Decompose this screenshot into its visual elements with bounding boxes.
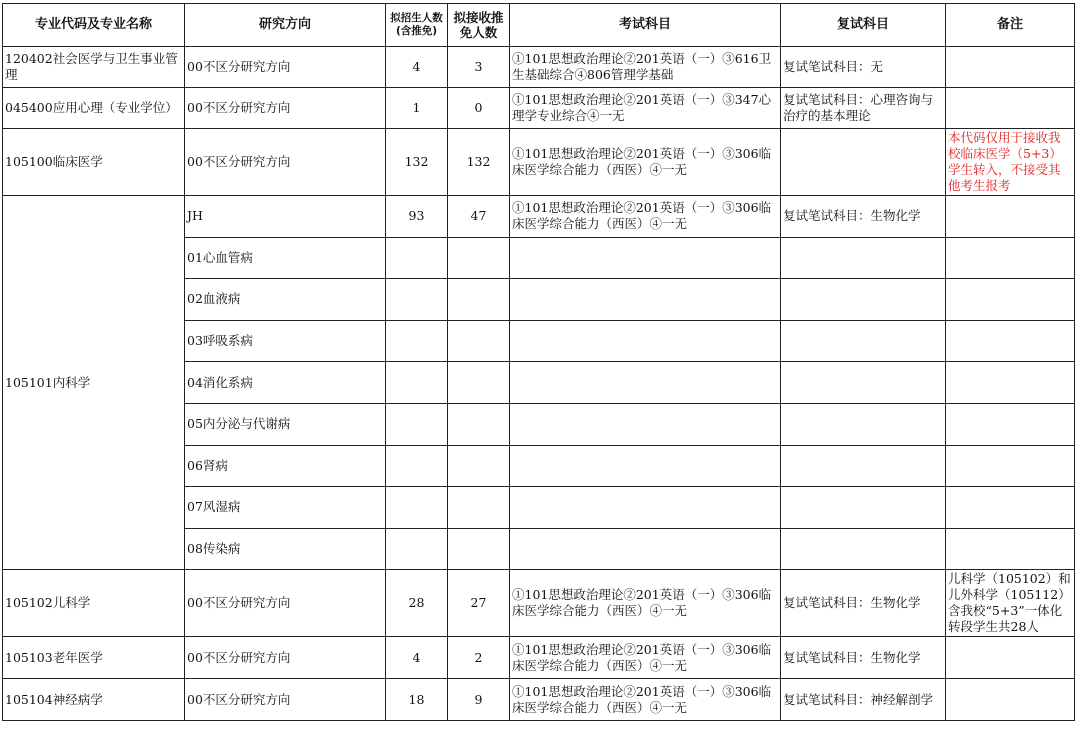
exam-cell	[510, 445, 781, 487]
direction-cell: 03呼吸系病	[185, 320, 386, 362]
recommend-cell	[448, 403, 510, 445]
exam-cell: ①101思想政治理论②201英语（一）③616卫生基础综合④806管理学基础	[510, 47, 781, 88]
plan-cell	[386, 320, 448, 362]
retest-cell	[781, 237, 946, 279]
recommend-cell	[448, 445, 510, 487]
note-cell	[946, 637, 1075, 679]
table-row	[3, 196, 1075, 238]
header-row	[3, 4, 1075, 47]
code-name-cell: 105101内科学	[3, 196, 185, 570]
note-cell	[946, 445, 1075, 487]
recommend-cell: 0	[448, 88, 510, 129]
plan-cell	[386, 237, 448, 279]
recommend-cell: 9	[448, 679, 510, 721]
retest-cell: 复试笔试科目：无	[781, 47, 946, 88]
header-plan-line2: (含推免)	[395, 25, 438, 37]
code-name-cell: 105102儿科学	[3, 570, 185, 637]
note-cell	[946, 279, 1075, 321]
table-row	[3, 679, 1075, 721]
exam-cell	[510, 403, 781, 445]
retest-cell	[781, 445, 946, 487]
note-cell	[946, 88, 1075, 129]
plan-cell	[386, 445, 448, 487]
exam-cell: ①101思想政治理论②201英语（一）③347心理学专业综合④一无	[510, 88, 781, 129]
header-plan-line1: 拟招生人数	[390, 12, 443, 24]
retest-cell	[781, 403, 946, 445]
plan-cell	[386, 403, 448, 445]
note-cell	[946, 528, 1075, 570]
header-exam: 考试科目	[510, 4, 781, 47]
retest-cell	[781, 320, 946, 362]
table-row	[3, 129, 1075, 196]
plan-cell: 4	[386, 637, 448, 679]
recommend-cell: 3	[448, 47, 510, 88]
retest-cell: 复试笔试科目：生物化学	[781, 196, 946, 238]
header-recommend	[448, 4, 510, 47]
table-row	[3, 637, 1075, 679]
direction-cell: 07风湿病	[185, 487, 386, 529]
note-cell	[946, 320, 1075, 362]
note-cell	[946, 679, 1075, 721]
recommend-cell: 27	[448, 570, 510, 637]
exam-cell	[510, 528, 781, 570]
plan-cell: 1	[386, 88, 448, 129]
retest-cell: 复试笔试科目：心理咨询与治疗的基本理论	[781, 88, 946, 129]
code-name-cell: 105103老年医学	[3, 637, 185, 679]
note-cell: 儿科学（105102）和儿外科学（105112）含我校“5+3”一体化转段学生共28人	[946, 570, 1075, 637]
retest-cell	[781, 528, 946, 570]
exam-cell	[510, 279, 781, 321]
exam-cell: ①101思想政治理论②201英语（一）③306临床医学综合能力（西医）④一无	[510, 679, 781, 721]
header-retest: 复试科目	[781, 4, 946, 47]
note-cell	[946, 196, 1075, 238]
plan-cell	[386, 362, 448, 404]
header-plan	[386, 4, 448, 47]
direction-cell: 05内分泌与代谢病	[185, 403, 386, 445]
header-code-name: 专业代码及专业名称	[3, 4, 185, 47]
direction-cell: 02血液病	[185, 279, 386, 321]
direction-cell: 00不区分研究方向	[185, 679, 386, 721]
retest-cell	[781, 487, 946, 529]
code-name-cell: 105100临床医学	[3, 129, 185, 196]
note-cell	[946, 403, 1075, 445]
recommend-cell	[448, 279, 510, 321]
direction-cell: 00不区分研究方向	[185, 570, 386, 637]
header-note: 备注	[946, 4, 1075, 47]
note-cell	[946, 487, 1075, 529]
plan-cell: 18	[386, 679, 448, 721]
table-row	[3, 570, 1075, 637]
retest-cell: 复试笔试科目：生物化学	[781, 570, 946, 637]
exam-cell: ①101思想政治理论②201英语（一）③306临床医学综合能力（西医）④一无	[510, 570, 781, 637]
retest-cell: 复试笔试科目：神经解剖学	[781, 679, 946, 721]
code-name-cell: 045400应用心理（专业学位）	[3, 88, 185, 129]
direction-cell: 00不区分研究方向	[185, 47, 386, 88]
plan-cell: 28	[386, 570, 448, 637]
direction-cell: 08传染病	[185, 528, 386, 570]
recommend-cell	[448, 237, 510, 279]
note-cell	[946, 237, 1075, 279]
recommend-cell	[448, 487, 510, 529]
exam-cell	[510, 362, 781, 404]
note-cell: 本代码仅用于接收我校临床医学（5+3）学生转入，不接受其他考生报考	[946, 129, 1075, 196]
table-row	[3, 47, 1075, 88]
code-name-cell: 105104神经病学	[3, 679, 185, 721]
direction-cell: 00不区分研究方向	[185, 129, 386, 196]
plan-cell: 4	[386, 47, 448, 88]
plan-cell	[386, 487, 448, 529]
plan-cell: 93	[386, 196, 448, 238]
direction-cell: JH	[185, 196, 386, 238]
retest-cell	[781, 279, 946, 321]
header-recommend-line2: 免人数	[459, 25, 498, 40]
note-cell	[946, 47, 1075, 88]
note-cell	[946, 362, 1075, 404]
recommend-cell: 2	[448, 637, 510, 679]
recommend-cell	[448, 362, 510, 404]
recommend-cell	[448, 320, 510, 362]
code-name-cell: 120402社会医学与卫生事业管理	[3, 47, 185, 88]
plan-cell	[386, 528, 448, 570]
enrollment-table	[2, 3, 1075, 721]
retest-cell	[781, 129, 946, 196]
plan-cell: 132	[386, 129, 448, 196]
direction-cell: 01心血管病	[185, 237, 386, 279]
recommend-cell: 47	[448, 196, 510, 238]
header-recommend-line1: 拟接收推	[453, 10, 504, 25]
direction-cell: 04消化系病	[185, 362, 386, 404]
exam-cell	[510, 237, 781, 279]
table-row	[3, 88, 1075, 129]
recommend-cell: 132	[448, 129, 510, 196]
retest-cell	[781, 362, 946, 404]
exam-cell	[510, 487, 781, 529]
exam-cell: ①101思想政治理论②201英语（一）③306临床医学综合能力（西医）④一无	[510, 637, 781, 679]
header-direction: 研究方向	[185, 4, 386, 47]
exam-cell: ①101思想政治理论②201英语（一）③306临床医学综合能力（西医）④一无	[510, 196, 781, 238]
direction-cell: 06肾病	[185, 445, 386, 487]
exam-cell	[510, 320, 781, 362]
recommend-cell	[448, 528, 510, 570]
direction-cell: 00不区分研究方向	[185, 88, 386, 129]
retest-cell: 复试笔试科目：生物化学	[781, 637, 946, 679]
direction-cell: 00不区分研究方向	[185, 637, 386, 679]
exam-cell: ①101思想政治理论②201英语（一）③306临床医学综合能力（西医）④一无	[510, 129, 781, 196]
plan-cell	[386, 279, 448, 321]
